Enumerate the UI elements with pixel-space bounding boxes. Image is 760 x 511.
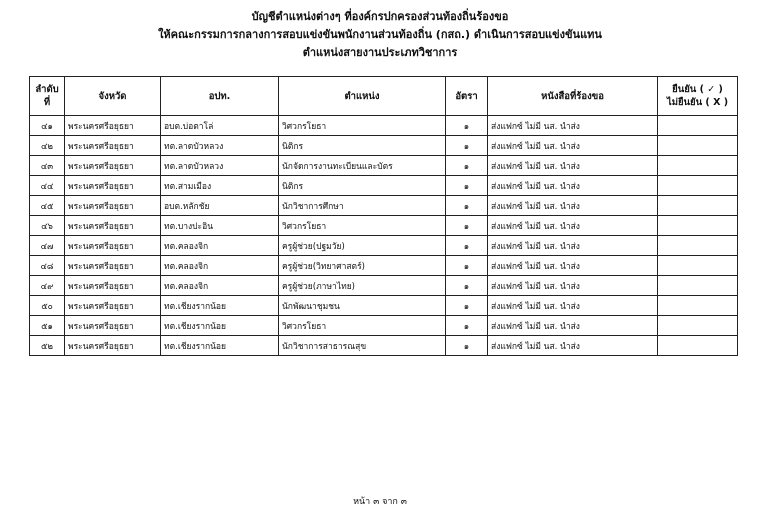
cell-province: พระนครศรีอยุธยา [65, 156, 161, 176]
cell-rate: ๑ [446, 156, 488, 176]
table-row [30, 336, 738, 356]
cell-province: พระนครศรีอยุธยา [65, 216, 161, 236]
cell-position: วิศวกรโยธา [279, 216, 446, 236]
cell-org: ทต.เชียงรากน้อย [161, 316, 279, 336]
cell-letter: ส่งแฟกซ์ ไม่มี นส. นำส่ง [488, 296, 658, 316]
cell-confirm [658, 276, 738, 296]
cell-letter: ส่งแฟกซ์ ไม่มี นส. นำส่ง [488, 216, 658, 236]
cell-province: พระนครศรีอยุธยา [65, 176, 161, 196]
cell-no: ๔๗ [30, 236, 65, 256]
cell-confirm [658, 236, 738, 256]
cell-letter: ส่งแฟกซ์ ไม่มี นส. นำส่ง [488, 276, 658, 296]
cell-confirm [658, 116, 738, 136]
cell-no: ๔๓ [30, 156, 65, 176]
table-row [30, 316, 738, 336]
cell-position: ครูผู้ช่วย(ภาษาไทย) [279, 276, 446, 296]
table-row [30, 176, 738, 196]
cell-position: ครูผู้ช่วย(วิทยาศาสตร์) [279, 256, 446, 276]
title-line-3: ตำแหน่งสายงานประเภทวิชาการ [302, 46, 458, 59]
cell-org: ทต.ลาดบัวหลวง [161, 136, 279, 156]
cell-letter: ส่งแฟกซ์ ไม่มี นส. นำส่ง [488, 176, 658, 196]
cell-rate: ๑ [446, 256, 488, 276]
col-header-province: จังหวัด [65, 77, 161, 116]
cell-rate: ๑ [446, 116, 488, 136]
cell-position: วิศวกรโยธา [279, 316, 446, 336]
title-line-2: ให้คณะกรรมการกลางการสอบแข่งขันพนักงานส่วนท้องถิ่น (กสถ.) ดำเนินการสอบแข่งขันแทน [158, 28, 602, 41]
cell-letter: ส่งแฟกซ์ ไม่มี นส. นำส่ง [488, 196, 658, 216]
cell-province: พระนครศรีอยุธยา [65, 336, 161, 356]
col-header-confirm: ยืนยัน ( ✓ ) ไม่ยืนยัน ( X ) [658, 77, 738, 116]
cell-no: ๔๘ [30, 256, 65, 276]
cell-org: ทต.เชียงรากน้อย [161, 336, 279, 356]
positions-table [29, 76, 738, 356]
cell-confirm [658, 196, 738, 216]
cell-no: ๔๕ [30, 196, 65, 216]
cell-rate: ๑ [446, 176, 488, 196]
cell-province: พระนครศรีอยุธยา [65, 196, 161, 216]
page-number: หน้า ๓ จาก ๓ [353, 497, 407, 507]
cell-no: ๔๖ [30, 216, 65, 236]
cell-confirm [658, 296, 738, 316]
cell-no: ๕๑ [30, 316, 65, 336]
cell-confirm [658, 336, 738, 356]
cell-no: ๔๒ [30, 136, 65, 156]
title-line-1: บัญชีตำแหน่งต่างๆ ที่องค์กรปกครองส่วนท้องถิ่นร้องขอ [251, 10, 509, 23]
cell-rate: ๑ [446, 236, 488, 256]
cell-position: นักวิชาการสาธารณสุข [279, 336, 446, 356]
cell-position: นิติกร [279, 136, 446, 156]
table-row [30, 116, 738, 136]
cell-confirm [658, 176, 738, 196]
cell-position: นิติกร [279, 176, 446, 196]
table-row [30, 156, 738, 176]
cell-rate: ๑ [446, 316, 488, 336]
col-header-rate: อัตรา [446, 77, 488, 116]
cell-org: ทต.สามเมือง [161, 176, 279, 196]
cell-province: พระนครศรีอยุธยา [65, 116, 161, 136]
cell-no: ๔๑ [30, 116, 65, 136]
cell-province: พระนครศรีอยุธยา [65, 316, 161, 336]
cell-position: ครูผู้ช่วย(ปฐมวัย) [279, 236, 446, 256]
cell-letter: ส่งแฟกซ์ ไม่มี นส. นำส่ง [488, 136, 658, 156]
cell-org: ทต.คลองจิก [161, 276, 279, 296]
col-header-org: อปท. [161, 77, 279, 116]
cell-position: นักพัฒนาชุมชน [279, 296, 446, 316]
cell-org: ทต.เชียงรากน้อย [161, 296, 279, 316]
table-row [30, 276, 738, 296]
cell-rate: ๑ [446, 136, 488, 156]
cell-letter: ส่งแฟกซ์ ไม่มี นส. นำส่ง [488, 316, 658, 336]
cell-rate: ๑ [446, 276, 488, 296]
cell-rate: ๑ [446, 296, 488, 316]
cell-rate: ๑ [446, 336, 488, 356]
cell-org: ทต.คลองจิก [161, 236, 279, 256]
cell-position: วิศวกรโยธา [279, 116, 446, 136]
cell-no: ๔๙ [30, 276, 65, 296]
cell-letter: ส่งแฟกซ์ ไม่มี นส. นำส่ง [488, 156, 658, 176]
table-row [30, 196, 738, 216]
cell-no: ๕๒ [30, 336, 65, 356]
table-header-row [30, 77, 738, 116]
cell-no: ๕๐ [30, 296, 65, 316]
cell-org: ทต.คลองจิก [161, 256, 279, 276]
cell-rate: ๑ [446, 216, 488, 236]
cell-org: ทต.ลาดบัวหลวง [161, 156, 279, 176]
cell-letter: ส่งแฟกซ์ ไม่มี นส. นำส่ง [488, 116, 658, 136]
cell-rate: ๑ [446, 196, 488, 216]
cell-province: พระนครศรีอยุธยา [65, 136, 161, 156]
cell-org: อบต.หลักชัย [161, 196, 279, 216]
cell-org: ทต.บางปะอิน [161, 216, 279, 236]
col-header-letter: หนังสือที่ร้องขอ [488, 77, 658, 116]
cell-province: พระนครศรีอยุธยา [65, 276, 161, 296]
cell-province: พระนครศรีอยุธยา [65, 296, 161, 316]
col-header-no: ลำดับ ที่ [30, 77, 65, 116]
cell-confirm [658, 156, 738, 176]
cell-confirm [658, 256, 738, 276]
cell-letter: ส่งแฟกซ์ ไม่มี นส. นำส่ง [488, 256, 658, 276]
col-header-position: ตำแหน่ง [279, 77, 446, 116]
cell-position: นักจัดการงานทะเบียนและบัตร [279, 156, 446, 176]
cell-confirm [658, 136, 738, 156]
cell-province: พระนครศรีอยุธยา [65, 236, 161, 256]
table-row [30, 256, 738, 276]
cell-letter: ส่งแฟกซ์ ไม่มี นส. นำส่ง [488, 236, 658, 256]
cell-confirm [658, 216, 738, 236]
table-row [30, 136, 738, 156]
cell-no: ๔๔ [30, 176, 65, 196]
cell-org: อบต.บ่อตาโล่ [161, 116, 279, 136]
table-row [30, 216, 738, 236]
cell-letter: ส่งแฟกซ์ ไม่มี นส. นำส่ง [488, 336, 658, 356]
cell-position: นักวิชาการศึกษา [279, 196, 446, 216]
cell-province: พระนครศรีอยุธยา [65, 256, 161, 276]
table-row [30, 236, 738, 256]
document-header [0, 8, 760, 62]
table-row [30, 296, 738, 316]
cell-confirm [658, 316, 738, 336]
